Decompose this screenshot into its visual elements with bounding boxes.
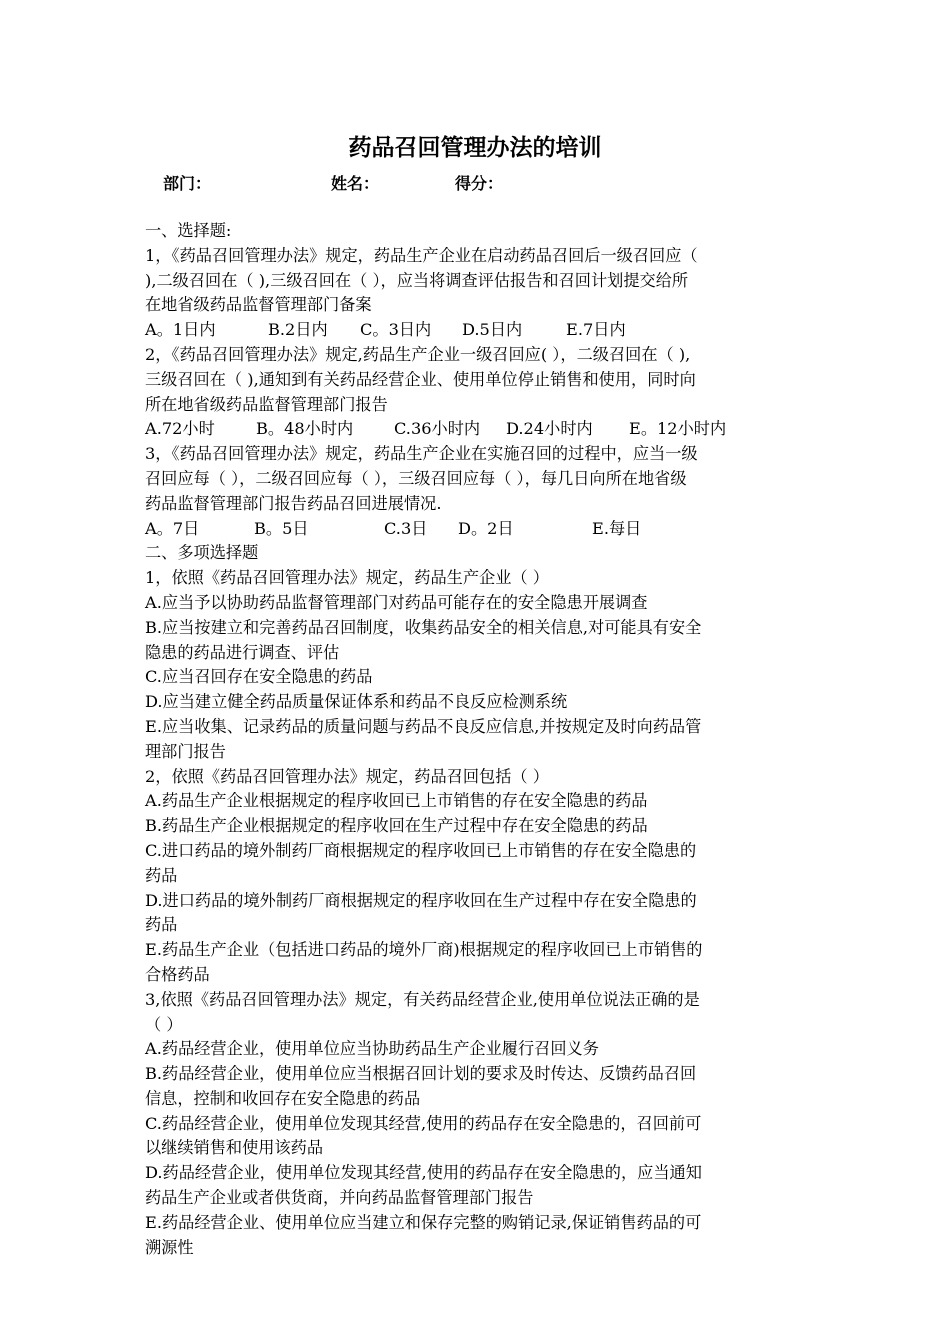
option-d: D.24小时内 xyxy=(506,419,593,439)
option-c: C。3日内 xyxy=(360,320,432,340)
multi-question-2-line: E.药品生产企业（包括进口药品的境外厂商)根据规定的程序收回已上市销售的 xyxy=(145,940,703,960)
multi-question-1-line: 理部门报告 xyxy=(145,741,226,761)
option-a: A.72小时 xyxy=(145,419,215,439)
option-b: B。48小时内 xyxy=(256,419,354,439)
document-title: 药品召回管理办法的培训 xyxy=(348,134,602,161)
question-3-options xyxy=(145,517,815,542)
multi-question-2-line: 合格药品 xyxy=(145,964,210,984)
multi-question-2-line: 2，依照《药品召回管理办法》规定，药品召回包括（ ） xyxy=(145,766,549,786)
multi-question-3-line: 溯源性 xyxy=(145,1237,194,1257)
multi-question-3-line: C.药品经营企业，使用单位发现其经营,使用的药品存在安全隐患的，召回前可 xyxy=(145,1113,702,1133)
question-2-line: 三级召回在（ ),通知到有关药品经营企业、使用单位停止销售和使用，同时向 xyxy=(145,369,696,389)
option-b: B.2日内 xyxy=(268,320,328,340)
question-3-line: 3，《药品召回管理办法》规定，药品生产企业在实施召回的过程中，应当一级 xyxy=(145,444,698,464)
multi-question-3-line: 以继续销售和使用该药品 xyxy=(145,1138,324,1158)
option-d: D.5日内 xyxy=(462,320,523,340)
question-3-line: 药品监督管理部门报告药品召回进展情况. xyxy=(145,493,442,513)
section-heading-single-choice: 一、选择题: xyxy=(145,221,232,240)
department-label: 部门： xyxy=(163,174,212,193)
multi-question-3-line: 药品生产企业或者供货商，并向药品监督管理部门报告 xyxy=(145,1188,534,1208)
option-e: E.7日内 xyxy=(566,320,626,340)
multi-question-3-line: 3,依照《药品召回管理办法》规定，有关药品经营企业,使用单位说法正确的是 xyxy=(145,989,700,1009)
question-1-options xyxy=(145,318,815,343)
multi-question-1-line: D.应当建立健全药品质量保证体系和药品不良反应检测系统 xyxy=(145,692,568,712)
multi-question-1-line: B.应当按建立和完善药品召回制度，收集药品安全的相关信息,对可能具有安全 xyxy=(145,617,702,637)
multi-question-3-line: （ ） xyxy=(145,1014,183,1034)
score-label: 得分： xyxy=(455,174,504,193)
multi-question-2-line: 药品 xyxy=(145,915,178,935)
question-2-line: 2，《药品召回管理办法》规定,药品生产企业一级召回应( ），二级召回在（ ), xyxy=(145,344,691,364)
multi-question-3-line: B.药品经营企业，使用单位应当根据召回计划的要求及时传达、反馈药品召回 xyxy=(145,1064,697,1084)
multi-question-1-line: 1，依照《药品召回管理办法》规定，药品生产企业（ ） xyxy=(145,568,549,588)
option-c: C.36小时内 xyxy=(394,419,481,439)
question-1-line: 1，《药品召回管理办法》规定，药品生产企业在启动药品召回后一级召回应（ xyxy=(145,245,698,265)
section-heading-multiple-choice: 二、多项选择题 xyxy=(145,543,259,563)
multi-question-2-line: 药品 xyxy=(145,865,178,885)
question-3-line: 召回应每（ ），二级召回应每（ ），三级召回应每（ ），每几日向所在地省级 xyxy=(145,468,687,488)
multi-question-3-line: E.药品经营企业、使用单位应当建立和保存完整的购销记录,保证销售药品的可 xyxy=(145,1212,702,1232)
question-1-line: 在地省级药品监督管理部门备案 xyxy=(145,295,372,315)
document-body xyxy=(145,219,815,1260)
option-e: E.每日 xyxy=(592,518,642,538)
option-e: E。12小时内 xyxy=(629,419,727,439)
option-b: B。5日 xyxy=(254,518,309,538)
multi-question-2-line: D.进口药品的境外制药厂商根据规定的程序收回在生产过程中存在安全隐患的 xyxy=(145,890,697,910)
option-a: A。1日内 xyxy=(145,320,216,340)
option-c: C.3日 xyxy=(384,518,428,538)
question-1-line: ),二级召回在（ ),三级召回在（ ），应当将调查评估报告和召回计划提交给所 xyxy=(145,270,689,290)
multi-question-3-line: A.药品经营企业，使用单位应当协助药品生产企业履行召回义务 xyxy=(145,1039,599,1059)
multi-question-3-line: 信息，控制和收回存在安全隐患的药品 xyxy=(145,1088,421,1108)
question-2-line: 所在地省级药品监督管理部门报告 xyxy=(145,394,388,414)
multi-question-2-line: B.药品生产企业根据规定的程序收回在生产过程中存在安全隐患的药品 xyxy=(145,816,648,836)
multi-question-2-line: C.进口药品的境外制药厂商根据规定的程序收回已上市销售的存在安全隐患的 xyxy=(145,840,697,860)
multi-question-1-line: C.应当召回存在安全隐患的药品 xyxy=(145,667,373,687)
option-d: D。2日 xyxy=(458,518,514,538)
question-2-options xyxy=(145,417,815,442)
name-label: 姓名： xyxy=(331,174,380,193)
multi-question-1-line: 隐患的药品进行调查、评估 xyxy=(145,642,340,662)
multi-question-1-line: E.应当收集、记录药品的质量问题与药品不良反应信息,并按规定及时向药品管 xyxy=(145,716,702,736)
multi-question-3-line: D.药品经营企业，使用单位发现其经营,使用的药品存在安全隐患的，应当通知 xyxy=(145,1163,702,1183)
multi-question-2-line: A.药品生产企业根据规定的程序收回已上市销售的存在安全隐患的药品 xyxy=(145,791,648,811)
option-a: A。7日 xyxy=(145,518,200,538)
multi-question-1-line: A.应当予以协助药品监督管理部门对药品可能存在的安全隐患开展调查 xyxy=(145,592,648,612)
